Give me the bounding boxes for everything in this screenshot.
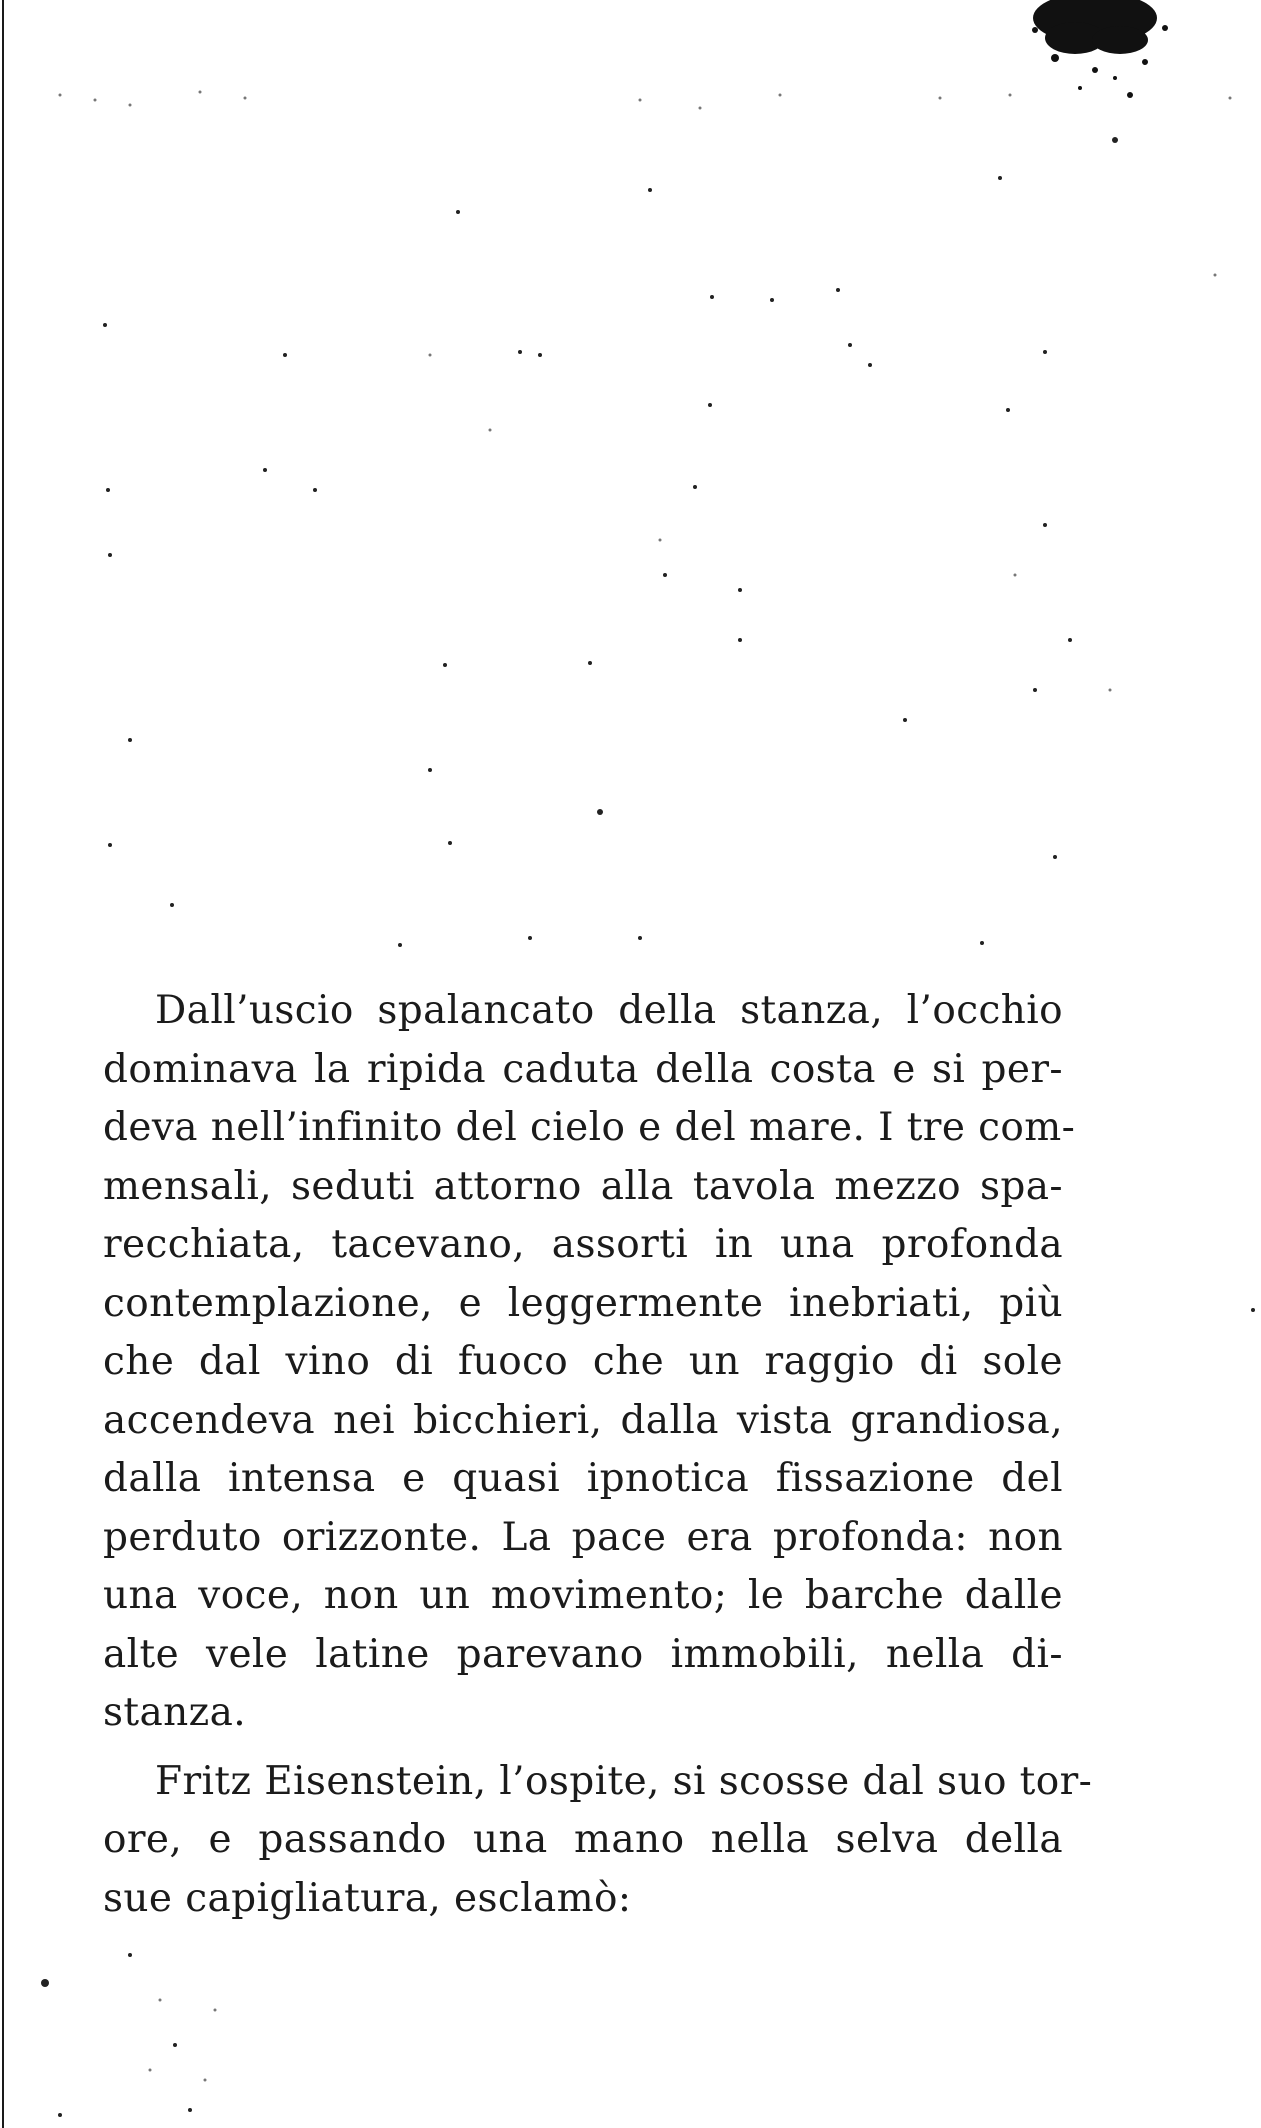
paragraph-2-continued <box>103 1811 1063 1928</box>
text-line: Fritz Eisenstein, l’ospite, si scosse dal suo tor- <box>155 1758 1093 1804</box>
body-text <box>103 982 1093 1928</box>
paragraph-2 <box>103 1753 1093 1812</box>
text-line: deva nell’infinito del cielo e del mare. I tre com- <box>103 1105 1076 1150</box>
text-line: Dall’uscio spalancato della stanza, l’occhio <box>155 988 1063 1033</box>
text-line: mensali, seduti attorno alla tavola mezzo spa- <box>103 1163 1063 1209</box>
text-line: dominava la ripida caduta della costa e si per- <box>103 1046 1063 1092</box>
text-line: che dal vino di fuoco che un raggio di sole <box>103 1339 1063 1384</box>
text-line: ore, e passando una mano nella selva della <box>103 1817 1063 1862</box>
text-line: alte vele latine parevano immobili, nella di- <box>103 1631 1063 1677</box>
text-line: perduto orizzonte. La pace era profonda: non <box>103 1514 1063 1560</box>
text-line: recchiata, tacevano, assorti in una profonda <box>103 1222 1063 1267</box>
text-line: stanza. <box>103 1690 247 1735</box>
paragraph-1 <box>103 982 1063 1041</box>
text-line: contemplazione, e leggermente inebriati, più <box>103 1280 1063 1326</box>
text-line: accendeva nei bicchieri, dalla vista grandiosa, <box>103 1397 1063 1443</box>
text-line: dalla intensa e quasi ipnotica fissazione del <box>103 1456 1063 1501</box>
text-line: sue capigliatura, esclamò: <box>103 1875 632 1921</box>
text-line: una voce, non un movimento; le barche dalle <box>103 1573 1063 1618</box>
paragraph-1-continued <box>103 1041 1076 1743</box>
